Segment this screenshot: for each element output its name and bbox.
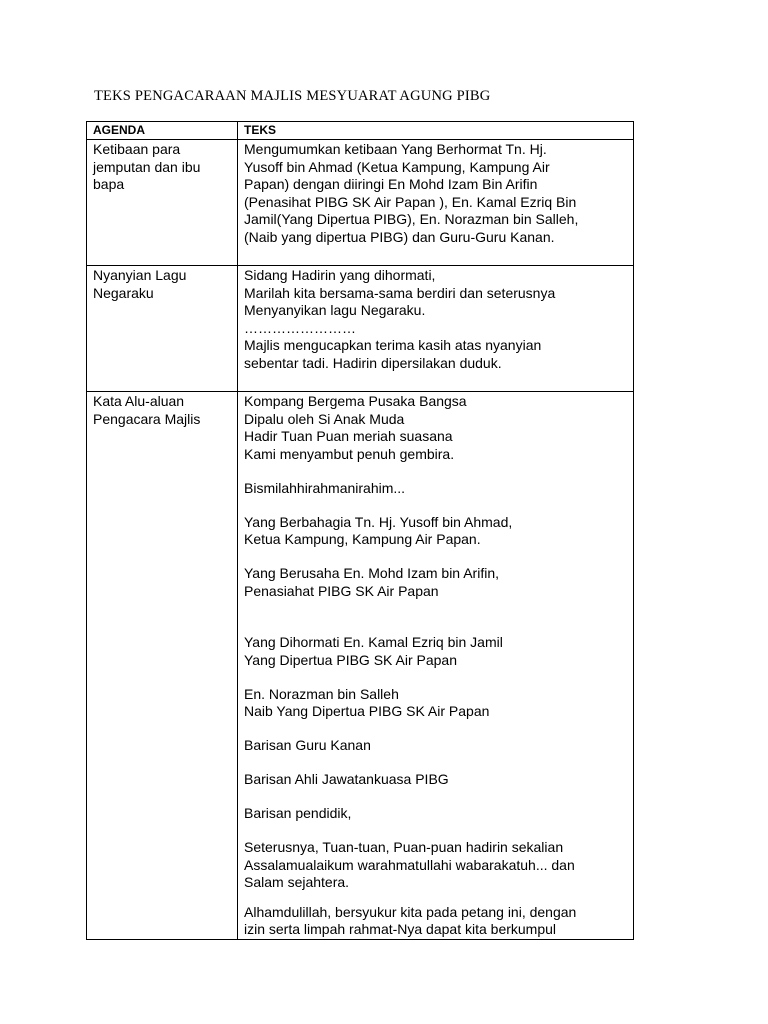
- table-row: [87, 392, 634, 940]
- salutation-yang-dipertua: Yang Dihormati En. Kamal Ezriq bin Jamil Yang Dipertua PIBG SK Air Papan: [244, 634, 503, 668]
- salutation-guru-kanan: Barisan Guru Kanan: [244, 737, 371, 753]
- teks-cell: [238, 392, 634, 940]
- salutation-naib: En. Norazman bin Salleh Naib Yang Dipertua PIBG SK Air Papan: [244, 685, 490, 719]
- header-agenda: AGENDA: [87, 122, 238, 140]
- agenda-table: [86, 121, 634, 940]
- teks-cell: [238, 266, 634, 392]
- agenda-text: Kata Alu-aluan Pengacara Majlis: [93, 393, 201, 427]
- agenda-text: Nyanyian Lagu Negaraku: [93, 267, 187, 301]
- greeting-paragraph: Seterusnya, Tuan-tuan, Puan-puan hadirin sekalian Assalamualaikum warahmatullahi wabarakatuh... dan Salam sejahtera.: [244, 839, 575, 890]
- teks-cell: [238, 140, 634, 266]
- agenda-cell: [87, 266, 238, 392]
- salutation-ajk: Barisan Ahli Jawatankuasa PIBG: [244, 771, 449, 787]
- agenda-cell: [87, 392, 238, 940]
- agenda-text: Ketibaan para jemputan dan ibu bapa: [93, 141, 201, 192]
- document-title: TEKS PENGACARAAN MAJLIS MESYUARAT AGUNG PIBG: [94, 88, 491, 104]
- teks-text: Sidang Hadirin yang dihormati, Marilah kita bersama-sama berdiri dan seterusnya Menyanyikan lagu Negaraku. …………………… Majlis mengucapkan terima kasih atas nyanyian sebentar tadi. Hadirin dipersilakan duduk.: [244, 267, 556, 371]
- pantun-paragraph: Kompang Bergema Pusaka Bangsa Dipalu oleh Si Anak Muda Hadir Tuan Puan meriah suasana Kami menyambut penuh gembira.: [244, 393, 467, 462]
- table-header-row: [87, 122, 634, 140]
- alhamdulillah-paragraph: Alhamdulillah, bersyukur kita pada petang ini, dengan izin serta limpah rahmat-Nya dapat kita berkumpul: [244, 903, 577, 937]
- table-row: [87, 140, 634, 266]
- bismillah-paragraph: Bismilahhirahmanirahim...: [244, 479, 406, 496]
- table-row: [87, 266, 634, 392]
- salutation-penasihat: Yang Berusaha En. Mohd Izam bin Arifin, Penasiahat PIBG SK Air Papan: [244, 565, 499, 599]
- teks-text: Mengumumkan ketibaan Yang Berhormat Tn. Hj. Yusoff bin Ahmad (Ketua Kampung, Kampung Air Papan) dengan diiringi En Mohd Izam Bin Arifin (Penasihat PIBG SK Air Papan ), En. Kamal Ezriq Bin Jamil(Yang Dipertua PIBG), En. Norazman bin Salleh, (Naib yang dipertua PIBG) dan Guru-Guru Kanan.: [244, 141, 579, 245]
- header-teks: TEKS: [238, 122, 634, 140]
- salutation-pendidik: Barisan pendidik,: [244, 805, 352, 821]
- salutation-ketua-kampung: Yang Berbahagia Tn. Hj. Yusoff bin Ahmad, Ketua Kampung, Kampung Air Papan.: [244, 513, 513, 547]
- agenda-cell: [87, 140, 238, 266]
